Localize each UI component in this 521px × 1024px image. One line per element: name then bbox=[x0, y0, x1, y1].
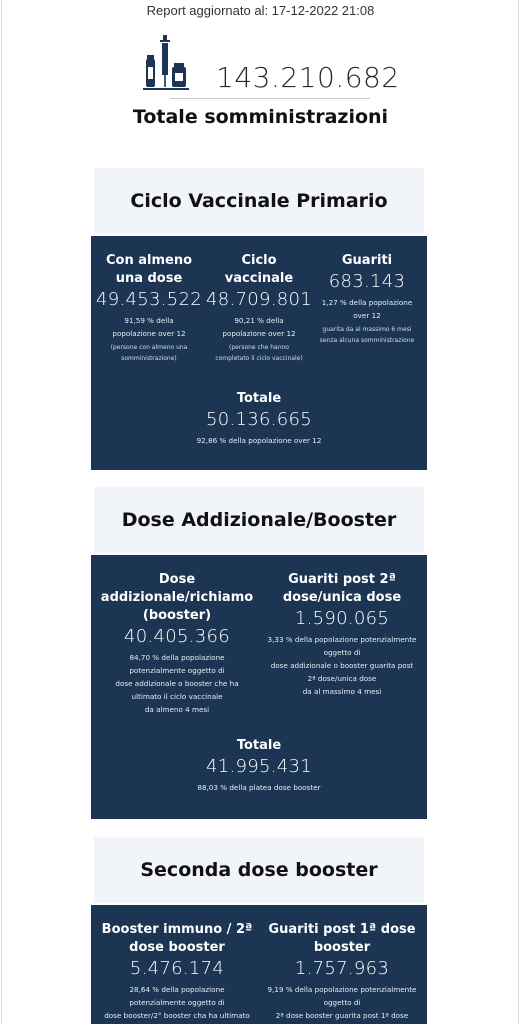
stat-guariti-post-booster bbox=[263, 921, 421, 1022]
stat-desc: 84,70 % della popolazione bbox=[129, 653, 225, 662]
stat-label: Ciclo bbox=[241, 253, 277, 268]
stat-value: 50.136.665 bbox=[205, 409, 313, 430]
stat-label: Totale bbox=[236, 738, 282, 753]
section-title-booster: Dose Addizionale/Booster bbox=[94, 487, 424, 553]
stat-desc: popolazione over 12 bbox=[112, 329, 186, 338]
stat-label: booster bbox=[313, 940, 371, 955]
stat-almeno-una-dose bbox=[91, 252, 207, 364]
stat-label: Con almeno bbox=[105, 253, 193, 268]
page-border-right bbox=[518, 0, 519, 1024]
stat-label: (booster) bbox=[142, 608, 212, 623]
stat-desc: dose addizionale o booster che ha bbox=[115, 679, 239, 688]
stat-desc: popolazione over 12 bbox=[222, 329, 296, 338]
stat-desc: 2ª dose/unica dose bbox=[307, 674, 377, 683]
report-timestamp: Report aggiornato al: 17-12-2022 21:08 bbox=[146, 3, 375, 18]
panel-primario bbox=[91, 236, 427, 470]
stat-desc: dose addizionale o booster guarita post bbox=[270, 661, 414, 670]
stat-desc: 3,33 % della popolazione potenzialmente bbox=[267, 635, 417, 644]
stat-label: addizionale/richiamo bbox=[100, 590, 254, 605]
total-administrations-label: Totale somministrazioni bbox=[132, 106, 389, 128]
stat-guariti bbox=[315, 252, 419, 346]
panel-seconda-dose bbox=[91, 905, 427, 1024]
total-administrations-value: 143.210.682 bbox=[216, 61, 400, 94]
stat-note: somministrazione) bbox=[121, 355, 177, 362]
stat-label: dose booster bbox=[129, 940, 225, 955]
stat-desc: potenzialmente oggetto di bbox=[129, 666, 225, 675]
stat-booster-immuno bbox=[91, 921, 263, 1022]
stat-value: 49.453.522 bbox=[95, 289, 203, 310]
stat-label: Totale bbox=[236, 391, 282, 406]
stat-label: Dose bbox=[158, 572, 196, 587]
stat-desc: 88,03 % della platea dose booster bbox=[197, 783, 321, 792]
stat-value: 41.995.431 bbox=[205, 756, 313, 777]
stat-note: guarita da al massimo 6 mesi bbox=[322, 326, 412, 333]
stat-desc: oggetto di bbox=[323, 648, 361, 657]
stat-desc: 92,86 % della popolazione over 12 bbox=[196, 436, 322, 445]
stat-value: 1.757.963 bbox=[294, 958, 390, 979]
stat-desc: potenzialmente oggetto di bbox=[129, 998, 225, 1007]
stat-label: dose/unica dose bbox=[282, 590, 402, 605]
stat-desc: over 12 bbox=[353, 311, 381, 320]
stat-desc: 90,21 % della bbox=[234, 316, 284, 325]
stat-desc: 9,19 % della popolazione potenzialmente bbox=[267, 985, 417, 994]
stat-note: senza alcuna somministrazione bbox=[319, 337, 415, 344]
stat-value: 48.709.801 bbox=[205, 289, 313, 310]
stat-note: (persone con almeno una bbox=[110, 344, 188, 351]
stat-value: 40.405.366 bbox=[123, 626, 231, 647]
stat-desc: ultimato il ciclo vaccinale bbox=[131, 692, 223, 701]
page-border-left bbox=[1, 0, 2, 1024]
stat-value: 1.590.065 bbox=[294, 608, 390, 629]
stat-label: Guariti bbox=[341, 253, 393, 268]
stat-desc: 28,64 % della popolazione bbox=[129, 985, 225, 994]
stat-desc: da almeno 4 mesi bbox=[144, 705, 210, 714]
stat-desc: da al massimo 4 mesi bbox=[302, 687, 382, 696]
panel-booster bbox=[91, 555, 427, 819]
section-title-primario: Ciclo Vaccinale Primario bbox=[94, 168, 424, 234]
syringe-vials-icon bbox=[143, 35, 189, 91]
stat-totale-booster bbox=[91, 737, 427, 794]
stat-label: una dose bbox=[115, 271, 183, 286]
stat-desc: oggetto di bbox=[323, 998, 361, 1007]
stat-label: Guariti post 1ª dose bbox=[268, 922, 416, 937]
stat-note: (persone che hanno bbox=[229, 344, 289, 351]
stat-dose-addizionale bbox=[91, 571, 263, 716]
stat-value: 5.476.174 bbox=[129, 958, 225, 979]
stat-label: Guariti post 2ª bbox=[288, 572, 396, 587]
stat-desc: 2ª dose booster guarita post 1ª dose bbox=[275, 1011, 409, 1020]
section-title-seconda-dose: Seconda dose booster bbox=[94, 837, 424, 903]
stat-label: Booster immuno / 2ª bbox=[101, 922, 253, 937]
stat-desc: 1,27 % della popolazione bbox=[321, 298, 413, 307]
stat-ciclo-vaccinale bbox=[203, 252, 315, 364]
stat-desc: 91,59 % della bbox=[124, 316, 174, 325]
stat-note: completato il ciclo vaccinale) bbox=[215, 355, 303, 362]
stat-label: vaccinale bbox=[224, 271, 294, 286]
total-summary bbox=[0, 35, 521, 95]
stat-value: 683.143 bbox=[328, 271, 406, 292]
divider bbox=[170, 98, 370, 99]
stat-desc: dose booster/2° booster cha ha ultimato bbox=[104, 1011, 250, 1020]
stat-guariti-post-dose bbox=[263, 571, 421, 698]
stat-totale-primario bbox=[91, 390, 427, 447]
